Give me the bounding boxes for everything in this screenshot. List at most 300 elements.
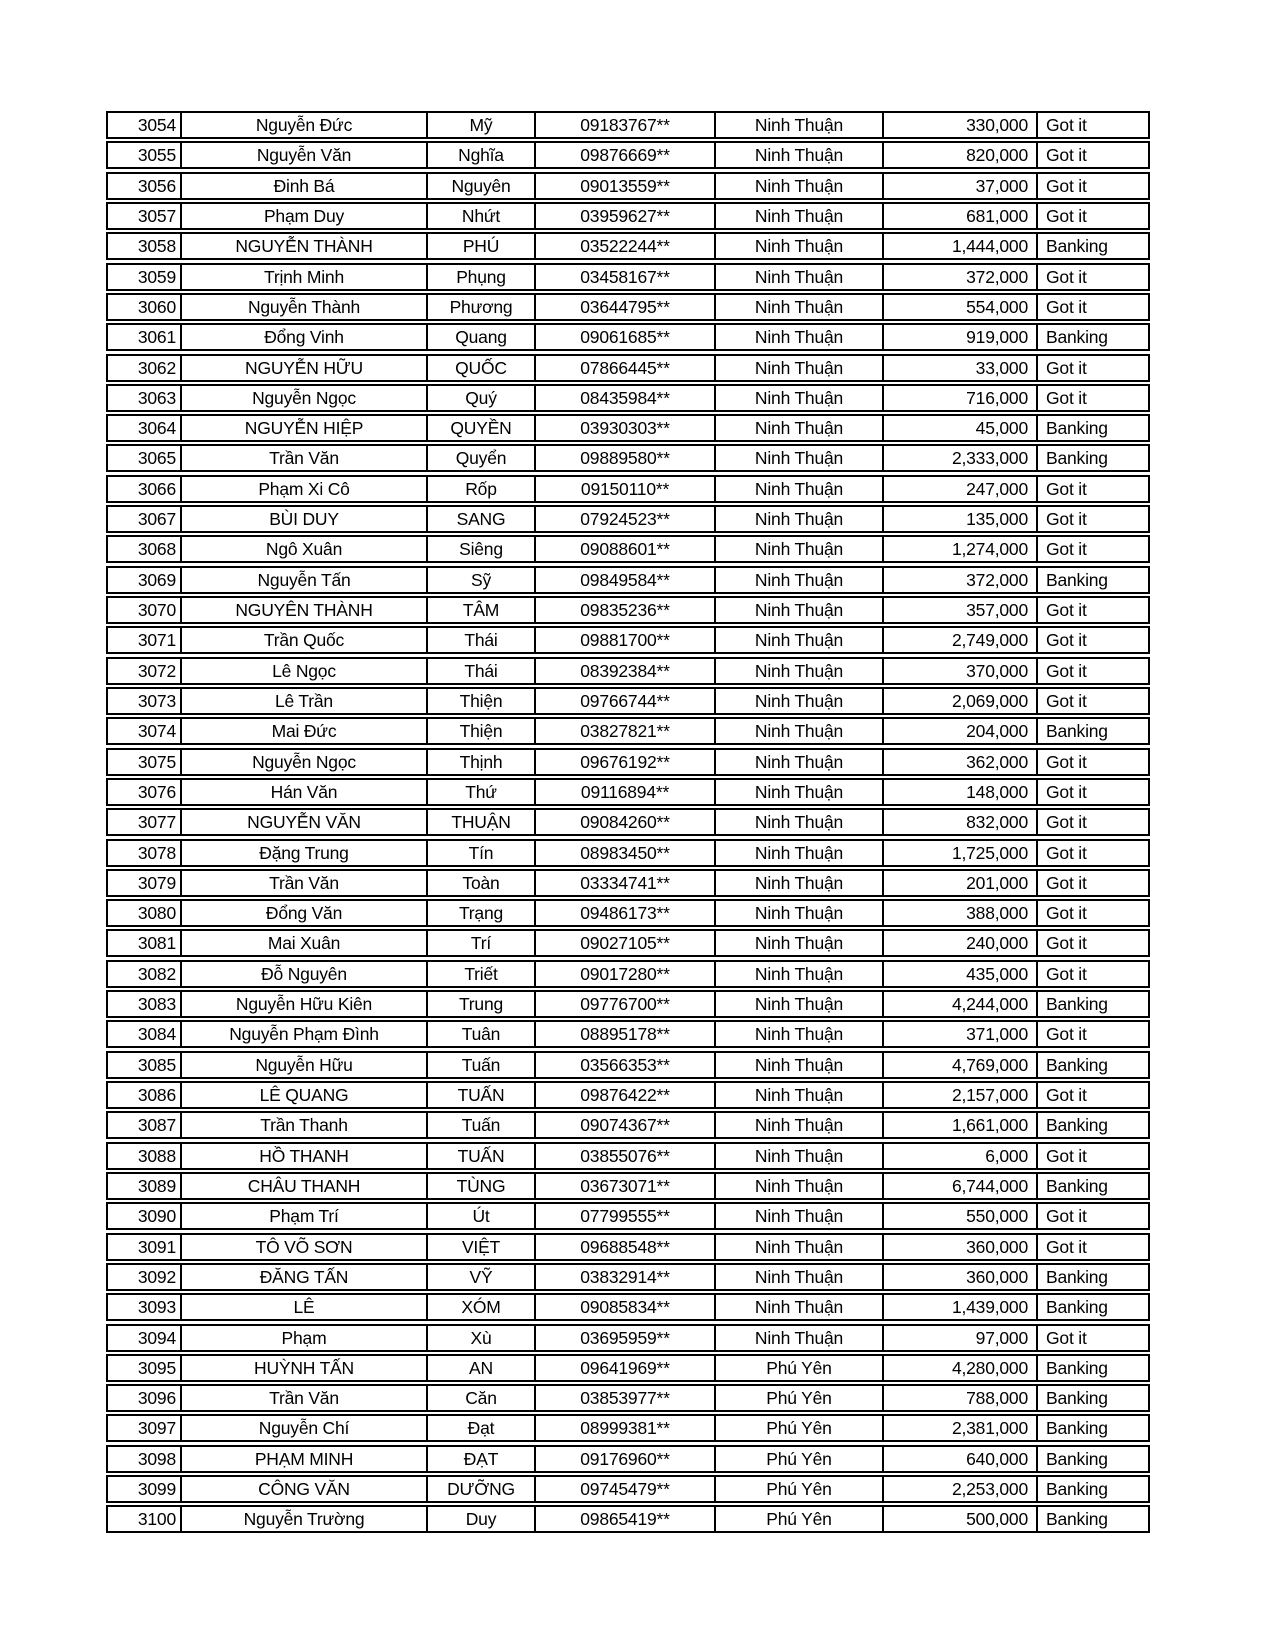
cell-phone: 09766744**	[536, 689, 716, 713]
cell-last-name: Hán Văn	[182, 780, 428, 804]
cell-first-name: Thái	[428, 659, 536, 683]
cell-amount: 360,000	[884, 1265, 1038, 1289]
cell-last-name: Phạm Duy	[182, 204, 428, 228]
cell-amount: 2,333,000	[884, 446, 1038, 470]
cell-province: Ninh Thuận	[716, 113, 884, 137]
cell-last-name: Nguyễn Thành	[182, 295, 428, 319]
cell-province: Ninh Thuận	[716, 1022, 884, 1046]
cell-phone: 03855076**	[536, 1144, 716, 1168]
cell-amount: 45,000	[884, 416, 1038, 440]
cell-first-name: Thịnh	[428, 750, 536, 774]
table-row	[106, 566, 1150, 594]
cell-amount: 135,000	[884, 507, 1038, 531]
cell-amount: 371,000	[884, 1022, 1038, 1046]
cell-phone: 09150110**	[536, 477, 716, 501]
table-row	[106, 354, 1150, 382]
cell-amount: 148,000	[884, 780, 1038, 804]
cell-last-name: ĐĂNG TẤN	[182, 1265, 428, 1289]
cell-first-name: Sỹ	[428, 568, 536, 592]
cell-status: Banking	[1046, 1175, 1108, 1196]
cell-id: 3099	[108, 1477, 182, 1501]
cell-first-name: Tín	[428, 841, 536, 865]
cell-status: Got it	[1046, 1327, 1087, 1348]
cell-last-name: NGUYÊN THÀNH	[182, 598, 428, 622]
cell-province: Ninh Thuận	[716, 477, 884, 501]
cell-phone: 03566353**	[536, 1053, 716, 1077]
cell-phone: 03930303**	[536, 416, 716, 440]
table-row	[106, 293, 1150, 321]
cell-phone: 09876422**	[536, 1083, 716, 1107]
cell-last-name: Phạm Xi Cô	[182, 477, 428, 501]
cell-first-name: Phụng	[428, 265, 536, 289]
cell-phone: 09013559**	[536, 174, 716, 198]
cell-province: Ninh Thuận	[716, 537, 884, 561]
cell-amount: 4,280,000	[884, 1356, 1038, 1380]
cell-id: 3092	[108, 1265, 182, 1289]
cell-province: Ninh Thuận	[716, 416, 884, 440]
cell-last-name: NGUYỄN THÀNH	[182, 234, 428, 258]
cell-phone: 09027105**	[536, 931, 716, 955]
cell-last-name: PHẠM MINH	[182, 1447, 428, 1471]
cell-first-name: Nghĩa	[428, 143, 536, 167]
cell-phone: 09486173**	[536, 901, 716, 925]
cell-phone: 09676192**	[536, 750, 716, 774]
cell-province: Ninh Thuận	[716, 810, 884, 834]
table-row	[106, 1263, 1150, 1291]
cell-status: Banking	[1046, 569, 1108, 590]
cell-amount: 2,749,000	[884, 628, 1038, 652]
cell-id: 3071	[108, 628, 182, 652]
table-row	[106, 323, 1150, 351]
cell-id: 3061	[108, 325, 182, 349]
cell-amount: 372,000	[884, 265, 1038, 289]
cell-status: Got it	[1046, 1145, 1087, 1166]
cell-phone: 03695959**	[536, 1326, 716, 1350]
cell-province: Ninh Thuận	[716, 931, 884, 955]
cell-phone: 03832914**	[536, 1265, 716, 1289]
cell-first-name: PHÚ	[428, 234, 536, 258]
cell-phone: 09074367**	[536, 1113, 716, 1137]
table-row	[106, 141, 1150, 169]
table-row	[106, 869, 1150, 897]
cell-first-name: Quý	[428, 386, 536, 410]
cell-last-name: Nguyễn Ngọc	[182, 750, 428, 774]
cell-last-name: Nguyễn Đức	[182, 113, 428, 137]
cell-status: Got it	[1046, 903, 1087, 924]
cell-first-name: Tuấn	[428, 1113, 536, 1137]
cell-province: Ninh Thuận	[716, 719, 884, 743]
cell-id: 3070	[108, 598, 182, 622]
cell-status: Got it	[1046, 387, 1087, 408]
table-row	[106, 1142, 1150, 1170]
cell-id: 3067	[108, 507, 182, 531]
cell-first-name: Mỹ	[428, 113, 536, 137]
table-row	[106, 808, 1150, 836]
cell-first-name: Đạt	[428, 1416, 536, 1440]
cell-last-name: Đinh Bá	[182, 174, 428, 198]
cell-first-name: Toàn	[428, 871, 536, 895]
cell-amount: 1,439,000	[884, 1295, 1038, 1319]
cell-last-name: Đỗ Nguyên	[182, 962, 428, 986]
cell-first-name: Nhứt	[428, 204, 536, 228]
cell-first-name: Trạng	[428, 901, 536, 925]
cell-id: 3075	[108, 750, 182, 774]
cell-phone: 07924523**	[536, 507, 716, 531]
cell-province: Ninh Thuận	[716, 1083, 884, 1107]
cell-status: Banking	[1046, 994, 1108, 1015]
cell-status: Banking	[1046, 1054, 1108, 1075]
cell-last-name: Trần Văn	[182, 1386, 428, 1410]
cell-province: Ninh Thuận	[716, 962, 884, 986]
cell-amount: 1,661,000	[884, 1113, 1038, 1137]
cell-first-name: Thứ	[428, 780, 536, 804]
cell-status: Banking	[1046, 1509, 1108, 1530]
cell-id: 3097	[108, 1416, 182, 1440]
cell-amount: 2,157,000	[884, 1083, 1038, 1107]
cell-id: 3064	[108, 416, 182, 440]
cell-id: 3091	[108, 1235, 182, 1259]
cell-first-name: TUẤN	[428, 1144, 536, 1168]
table-row	[106, 960, 1150, 988]
table-row	[106, 596, 1150, 624]
cell-status: Got it	[1046, 1085, 1087, 1105]
cell-phone: 09865419**	[536, 1507, 716, 1531]
cell-id: 3076	[108, 780, 182, 804]
cell-amount: 500,000	[884, 1507, 1038, 1531]
cell-id: 3063	[108, 386, 182, 410]
cell-phone: 03458167**	[536, 265, 716, 289]
cell-province: Ninh Thuận	[716, 356, 884, 380]
cell-status: Got it	[1046, 175, 1087, 196]
cell-status: Got it	[1046, 1024, 1087, 1045]
cell-last-name: CÔNG VĂN	[182, 1477, 428, 1501]
cell-last-name: HỒ THANH	[182, 1144, 428, 1168]
table-row	[106, 657, 1150, 685]
cell-province: Phú Yên	[716, 1477, 884, 1501]
cell-province: Ninh Thuận	[716, 871, 884, 895]
cell-phone: 08983450**	[536, 841, 716, 865]
cell-province: Ninh Thuận	[716, 689, 884, 713]
cell-province: Ninh Thuận	[716, 1053, 884, 1077]
cell-amount: 6,000	[884, 1144, 1038, 1168]
cell-status: Got it	[1046, 1236, 1087, 1257]
cell-amount: 370,000	[884, 659, 1038, 683]
cell-phone: 07866445**	[536, 356, 716, 380]
cell-status: Got it	[1046, 1206, 1087, 1227]
cell-phone: 03644795**	[536, 295, 716, 319]
table-row	[106, 687, 1150, 715]
cell-amount: 550,000	[884, 1204, 1038, 1228]
cell-last-name: Trần Thanh	[182, 1113, 428, 1137]
table-row	[106, 929, 1150, 957]
cell-first-name: Thiện	[428, 689, 536, 713]
cell-amount: 4,244,000	[884, 992, 1038, 1016]
cell-province: Ninh Thuận	[716, 265, 884, 289]
cell-phone: 09881700**	[536, 628, 716, 652]
cell-last-name: Nguyễn Phạm Đình	[182, 1022, 428, 1046]
table-row	[106, 111, 1150, 139]
table-row	[106, 1354, 1150, 1382]
cell-status: Banking	[1046, 1418, 1108, 1439]
cell-first-name: Út	[428, 1204, 536, 1228]
cell-phone: 03827821**	[536, 719, 716, 743]
cell-status: Got it	[1046, 781, 1087, 802]
cell-status: Got it	[1046, 478, 1087, 499]
cell-first-name: Quang	[428, 325, 536, 349]
cell-status: Got it	[1046, 357, 1087, 378]
cell-first-name: Phương	[428, 295, 536, 319]
cell-first-name: QUYỀN	[428, 416, 536, 440]
table-row	[106, 717, 1150, 745]
cell-id: 3086	[108, 1083, 182, 1107]
cell-status: Got it	[1046, 933, 1087, 954]
cell-province: Ninh Thuận	[716, 204, 884, 228]
cell-last-name: Đổng Vinh	[182, 325, 428, 349]
cell-id: 3100	[108, 1507, 182, 1531]
cell-province: Ninh Thuận	[716, 1235, 884, 1259]
cell-amount: 2,381,000	[884, 1416, 1038, 1440]
cell-province: Ninh Thuận	[716, 568, 884, 592]
cell-province: Ninh Thuận	[716, 386, 884, 410]
cell-province: Ninh Thuận	[716, 1144, 884, 1168]
cell-first-name: DƯỠNG	[428, 1477, 536, 1501]
cell-last-name: CHÂU THANH	[182, 1174, 428, 1198]
cell-first-name: Triết	[428, 962, 536, 986]
cell-amount: 1,274,000	[884, 537, 1038, 561]
table-row	[106, 1051, 1150, 1079]
data-table	[106, 111, 1150, 1536]
cell-id: 3055	[108, 143, 182, 167]
cell-phone: 09641969**	[536, 1356, 716, 1380]
cell-id: 3094	[108, 1326, 182, 1350]
cell-first-name: VỸ	[428, 1265, 536, 1289]
cell-last-name: Trần Văn	[182, 446, 428, 470]
cell-id: 3072	[108, 659, 182, 683]
cell-last-name: BÙI DUY	[182, 507, 428, 531]
cell-last-name: Lê Ngọc	[182, 659, 428, 683]
cell-last-name: Trịnh Minh	[182, 265, 428, 289]
cell-province: Ninh Thuận	[716, 1204, 884, 1228]
cell-id: 3062	[108, 356, 182, 380]
cell-last-name: Mai Xuân	[182, 931, 428, 955]
cell-id: 3054	[108, 113, 182, 137]
cell-id: 3068	[108, 537, 182, 561]
cell-amount: 6,744,000	[884, 1174, 1038, 1198]
cell-first-name: SANG	[428, 507, 536, 531]
cell-province: Ninh Thuận	[716, 1113, 884, 1137]
cell-phone: 09017280**	[536, 962, 716, 986]
cell-first-name: Trung	[428, 992, 536, 1016]
table-row	[106, 899, 1150, 927]
cell-last-name: Đổng Văn	[182, 901, 428, 925]
table-row	[106, 1293, 1150, 1321]
cell-phone: 09176960**	[536, 1447, 716, 1471]
table-row	[106, 778, 1150, 806]
cell-status: Banking	[1046, 236, 1108, 257]
cell-amount: 435,000	[884, 962, 1038, 986]
cell-status: Got it	[1046, 266, 1087, 287]
cell-phone: 09835236**	[536, 598, 716, 622]
cell-province: Ninh Thuận	[716, 1174, 884, 1198]
cell-first-name: Siêng	[428, 537, 536, 561]
cell-province: Ninh Thuận	[716, 992, 884, 1016]
cell-amount: 372,000	[884, 568, 1038, 592]
cell-status: Banking	[1046, 721, 1108, 742]
cell-last-name: Nguyễn Văn	[182, 143, 428, 167]
cell-first-name: ĐẠT	[428, 1447, 536, 1471]
cell-province: Ninh Thuận	[716, 325, 884, 349]
cell-last-name: Trần Văn	[182, 871, 428, 895]
cell-last-name: Nguyễn Hữu Kiên	[182, 992, 428, 1016]
cell-amount: 681,000	[884, 204, 1038, 228]
cell-last-name: Nguyễn Trường	[182, 1507, 428, 1531]
table-row	[106, 414, 1150, 442]
table-row	[106, 1233, 1150, 1261]
cell-first-name: TÂM	[428, 598, 536, 622]
cell-province: Ninh Thuận	[716, 446, 884, 470]
cell-status: Got it	[1046, 539, 1087, 560]
cell-amount: 919,000	[884, 325, 1038, 349]
cell-amount: 554,000	[884, 295, 1038, 319]
cell-status: Banking	[1046, 1115, 1108, 1136]
cell-province: Ninh Thuận	[716, 1265, 884, 1289]
cell-amount: 360,000	[884, 1235, 1038, 1259]
cell-last-name: LÊ QUANG	[182, 1083, 428, 1107]
table-row	[106, 444, 1150, 472]
cell-province: Phú Yên	[716, 1447, 884, 1471]
cell-id: 3060	[108, 295, 182, 319]
cell-amount: 820,000	[884, 143, 1038, 167]
cell-id: 3069	[108, 568, 182, 592]
cell-first-name: Thiện	[428, 719, 536, 743]
cell-phone: 07799555**	[536, 1204, 716, 1228]
cell-amount: 247,000	[884, 477, 1038, 501]
cell-amount: 2,253,000	[884, 1477, 1038, 1501]
cell-amount: 33,000	[884, 356, 1038, 380]
cell-id: 3089	[108, 1174, 182, 1198]
cell-last-name: Phạm Trí	[182, 1204, 428, 1228]
cell-phone: 03959627**	[536, 204, 716, 228]
cell-status: Banking	[1046, 1266, 1108, 1287]
cell-province: Ninh Thuận	[716, 628, 884, 652]
cell-province: Ninh Thuận	[716, 1295, 884, 1319]
cell-province: Ninh Thuận	[716, 659, 884, 683]
cell-last-name: Nguyễn Chí	[182, 1416, 428, 1440]
cell-first-name: Nguyên	[428, 174, 536, 198]
table-row	[106, 384, 1150, 412]
cell-phone: 08392384**	[536, 659, 716, 683]
cell-status: Got it	[1046, 600, 1087, 620]
cell-status: Got it	[1046, 205, 1087, 226]
cell-id: 3065	[108, 446, 182, 470]
cell-id: 3084	[108, 1022, 182, 1046]
cell-province: Ninh Thuận	[716, 143, 884, 167]
table-row	[106, 1384, 1150, 1412]
cell-status: Got it	[1046, 812, 1087, 833]
cell-amount: 330,000	[884, 113, 1038, 137]
cell-id: 3096	[108, 1386, 182, 1410]
cell-amount: 4,769,000	[884, 1053, 1038, 1077]
cell-province: Ninh Thuận	[716, 234, 884, 258]
cell-first-name: TUẤN	[428, 1083, 536, 1107]
cell-id: 3093	[108, 1295, 182, 1319]
cell-first-name: Tuân	[428, 1022, 536, 1046]
cell-id: 3095	[108, 1356, 182, 1380]
cell-province: Phú Yên	[716, 1416, 884, 1440]
cell-amount: 204,000	[884, 719, 1038, 743]
table-row	[106, 1020, 1150, 1048]
cell-amount: 1,444,000	[884, 234, 1038, 258]
cell-last-name: LÊ	[182, 1295, 428, 1319]
cell-first-name: TÙNG	[428, 1174, 536, 1198]
cell-amount: 788,000	[884, 1386, 1038, 1410]
cell-status: Banking	[1046, 1448, 1108, 1469]
cell-id: 3090	[108, 1204, 182, 1228]
cell-last-name: Lê Trần	[182, 689, 428, 713]
cell-status: Got it	[1046, 630, 1087, 651]
cell-amount: 388,000	[884, 901, 1038, 925]
table-row	[106, 1505, 1150, 1533]
cell-id: 3079	[108, 871, 182, 895]
cell-last-name: HUỲNH TẤN	[182, 1356, 428, 1380]
cell-status: Banking	[1046, 1388, 1108, 1409]
cell-id: 3088	[108, 1144, 182, 1168]
cell-phone: 09849584**	[536, 568, 716, 592]
cell-last-name: Ngô Xuân	[182, 537, 428, 561]
cell-last-name: NGUYỄN VĂN	[182, 810, 428, 834]
table-row	[106, 535, 1150, 563]
cell-phone: 09776700**	[536, 992, 716, 1016]
cell-phone: 09061685**	[536, 325, 716, 349]
cell-last-name: Mai Đức	[182, 719, 428, 743]
cell-status: Got it	[1046, 115, 1087, 135]
cell-first-name: Trí	[428, 931, 536, 955]
cell-id: 3077	[108, 810, 182, 834]
cell-phone: 03334741**	[536, 871, 716, 895]
cell-id: 3087	[108, 1113, 182, 1137]
cell-id: 3057	[108, 204, 182, 228]
table-row	[106, 626, 1150, 654]
cell-id: 3083	[108, 992, 182, 1016]
cell-amount: 201,000	[884, 871, 1038, 895]
table-row	[106, 505, 1150, 533]
table-row	[106, 1475, 1150, 1503]
cell-province: Phú Yên	[716, 1386, 884, 1410]
cell-status: Got it	[1046, 963, 1087, 984]
cell-status: Banking	[1046, 1297, 1108, 1318]
table-row	[106, 232, 1150, 260]
cell-id: 3085	[108, 1053, 182, 1077]
cell-phone: 09745479**	[536, 1477, 716, 1501]
cell-province: Ninh Thuận	[716, 901, 884, 925]
cell-first-name: Duy	[428, 1507, 536, 1531]
cell-id: 3073	[108, 689, 182, 713]
cell-last-name: NGUYỄN HIỆP	[182, 416, 428, 440]
cell-phone: 03853977**	[536, 1386, 716, 1410]
cell-amount: 832,000	[884, 810, 1038, 834]
table-row	[106, 1324, 1150, 1352]
cell-amount: 97,000	[884, 1326, 1038, 1350]
cell-status: Got it	[1046, 145, 1087, 166]
cell-first-name: AN	[428, 1356, 536, 1380]
cell-phone: 03673071**	[536, 1174, 716, 1198]
table-row	[106, 172, 1150, 200]
cell-id: 3066	[108, 477, 182, 501]
cell-phone: 08435984**	[536, 386, 716, 410]
table-row	[106, 1414, 1150, 1442]
cell-amount: 240,000	[884, 931, 1038, 955]
cell-last-name: Nguyễn Hữu	[182, 1053, 428, 1077]
